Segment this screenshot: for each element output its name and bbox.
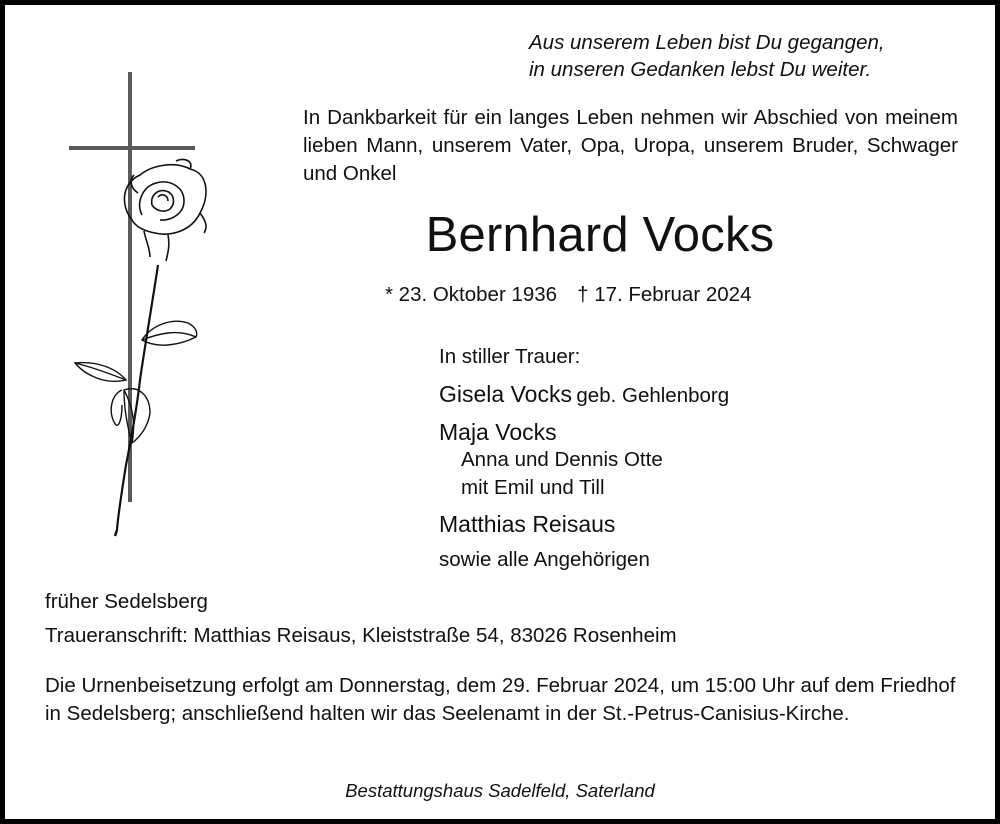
undertaker: Bestattungshaus Sadelfeld, Saterland bbox=[345, 780, 655, 801]
funeral-details: Die Urnenbeisetzung erfolgt am Donnerstag, dem 29. Februar 2024, um 15:00 Uhr auf dem Friedhof in Sedelsberg; anschließend halten wir das Seelenamt in der St.-Petrus-Canisius-Kirche. bbox=[45, 674, 956, 725]
former-residence: früher Sedelsberg bbox=[45, 590, 208, 613]
mourning-address: Traueranschrift: Matthias Reisaus, Kleiststraße 54, 83026 Rosenheim bbox=[45, 624, 677, 647]
motto-line-2: in unseren Gedanken lebst Du weiter. bbox=[529, 58, 872, 81]
mourner-name: Gisela Vocks bbox=[439, 381, 572, 407]
intro-paragraph: In Dankbarkeit für ein langes Leben nehmen wir Abschied von meinem lieben Mann, unserem Vater, Opa, Uropa, unserem Bruder, Schwager und Onkel bbox=[303, 106, 958, 185]
cross-with-rose-icon bbox=[60, 65, 220, 550]
deceased-name: Bernhard Vocks bbox=[425, 208, 775, 262]
mourner-family-line: mit Emil und Till bbox=[461, 476, 605, 499]
mourner-maiden-name: geb. Gehlenborg bbox=[576, 384, 730, 407]
birth-date: * 23. Oktober 1936 bbox=[385, 283, 558, 306]
mourners-label: In stiller Trauer: bbox=[439, 345, 581, 368]
life-dates bbox=[385, 281, 751, 309]
mourner-name: Matthias Reisaus bbox=[439, 511, 616, 537]
mourner-name: Maja Vocks bbox=[439, 419, 557, 445]
mourner-family-line: Anna und Dennis Otte bbox=[461, 448, 663, 471]
motto-line-1: Aus unserem Leben bist Du gegangen, bbox=[529, 31, 885, 54]
memorial-motto bbox=[529, 29, 949, 83]
death-date: † 17. Februar 2024 bbox=[577, 283, 752, 306]
mourners-closing: sowie alle Angehörigen bbox=[439, 548, 650, 571]
mourner-entry bbox=[439, 381, 729, 408]
